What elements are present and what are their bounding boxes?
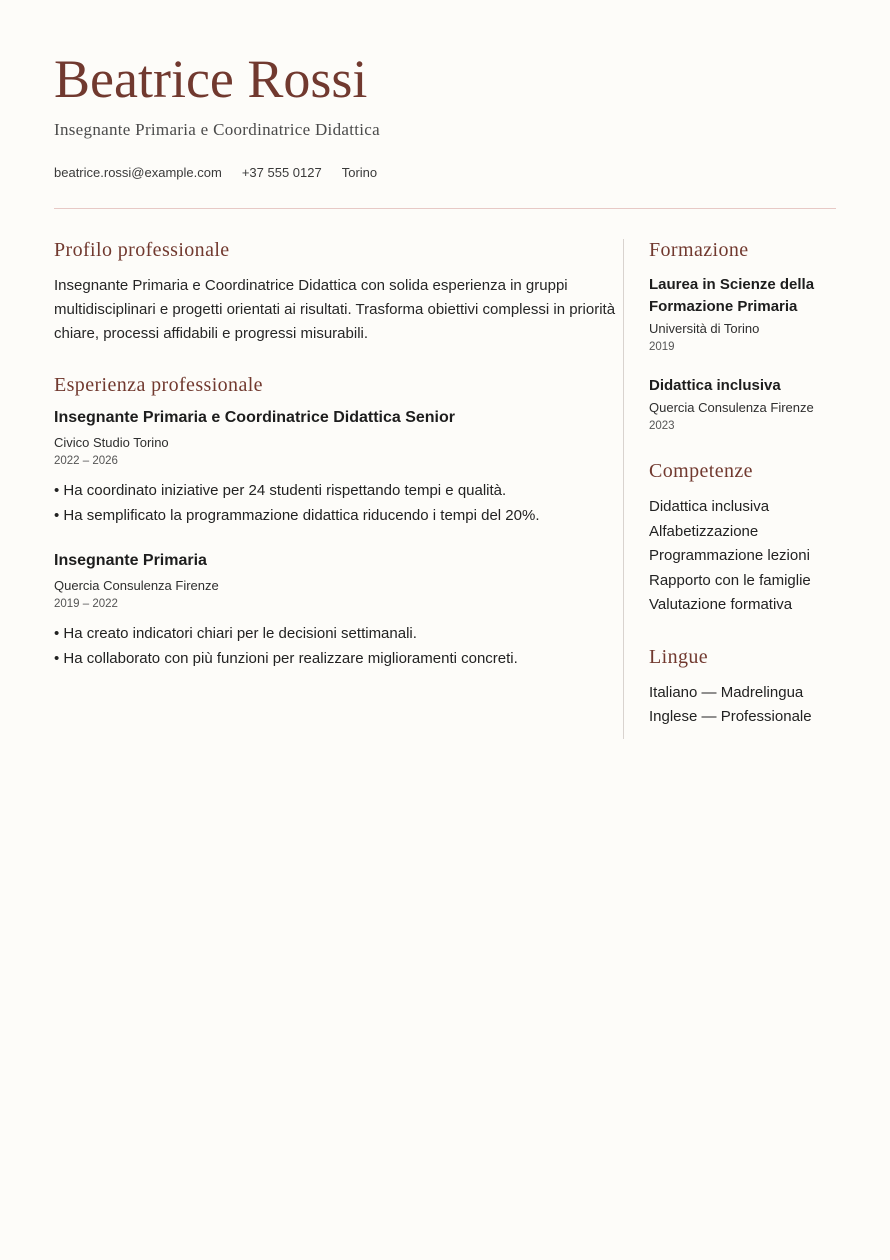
education-section xyxy=(649,239,836,432)
job-entry xyxy=(54,552,623,671)
skill-item: Rapporto con le famiglie xyxy=(649,571,811,589)
skills-section xyxy=(649,460,836,618)
education-degree: Laurea in Scienze della Formazione Primaria xyxy=(649,276,815,315)
job-dates: 2019 – 2022 xyxy=(54,598,118,610)
achievement-item: • Ha collaborato con più funzioni per realizzare miglioramenti concreti. xyxy=(54,647,623,672)
languages-list xyxy=(649,681,836,730)
education-degree: Didattica inclusiva xyxy=(649,377,781,394)
job-title: Insegnante Primaria xyxy=(54,552,207,569)
experience-title: Esperienza professionale xyxy=(54,374,263,396)
education-entry xyxy=(649,274,836,353)
resume-body xyxy=(54,239,836,739)
skills-title: Competenze xyxy=(649,460,753,482)
skills-list xyxy=(649,495,836,618)
candidate-name: Beatrice Rossi xyxy=(54,49,368,109)
job-company: Quercia Consulenza Firenze xyxy=(54,578,219,593)
education-school: Quercia Consulenza Firenze xyxy=(649,400,814,415)
education-year: 2023 xyxy=(649,420,675,432)
profile-summary: Insegnante Primaria e Coordinatrice Didattica con solida esperienza in gruppi multidisciplinari e progetti orientati ai risultati. Trasforma obiettivi complessi in priorità chiare, processi affidabili e progressi misurabili. xyxy=(54,277,616,342)
education-year: 2019 xyxy=(649,341,675,353)
profile-section xyxy=(54,239,623,346)
candidate-headline: Insegnante Primaria e Coordinatrice Didattica xyxy=(54,120,380,139)
job-company: Civico Studio Torino xyxy=(54,435,169,450)
main-column xyxy=(54,239,623,739)
languages-title: Lingue xyxy=(649,645,709,668)
education-entry xyxy=(649,375,836,432)
job-entry xyxy=(54,409,623,528)
resume-header xyxy=(54,48,836,180)
skill-item: Programmazione lezioni xyxy=(649,547,810,564)
profile-title: Profilo professionale xyxy=(54,239,230,261)
language-item: Inglese — Professionale xyxy=(649,708,812,725)
contact-email[interactable]: beatrice.rossi@example.com xyxy=(54,165,222,180)
skill-item: Didattica inclusiva xyxy=(649,498,770,515)
experience-section xyxy=(54,374,623,671)
header-divider xyxy=(54,208,836,209)
contact-phone[interactable]: +37 555 0127 xyxy=(241,165,322,180)
contact-city: Torino xyxy=(341,165,378,180)
skill-item: Alfabetizzazione xyxy=(649,522,759,540)
job-title: Insegnante Primaria e Coordinatrice Didattica Senior xyxy=(54,409,455,426)
education-title: Formazione xyxy=(649,239,749,261)
skill-item: Valutazione formativa xyxy=(649,596,793,613)
education-school: Università di Torino xyxy=(649,321,760,336)
contact-line xyxy=(54,165,836,180)
language-item: Italiano — Madrelingua xyxy=(649,683,804,701)
achievement-item: • Ha coordinato iniziative per 24 studenti rispettando tempi e qualità. xyxy=(54,479,623,504)
job-achievements xyxy=(54,622,623,671)
achievement-item: • Ha semplificato la programmazione didattica riducendo i tempi del 20%. xyxy=(54,504,623,529)
sidebar-column xyxy=(624,239,836,739)
languages-section xyxy=(649,646,836,730)
job-achievements xyxy=(54,479,623,528)
achievement-item: • Ha creato indicatori chiari per le decisioni settimanali. xyxy=(54,622,623,647)
job-dates: 2022 – 2026 xyxy=(54,455,118,467)
